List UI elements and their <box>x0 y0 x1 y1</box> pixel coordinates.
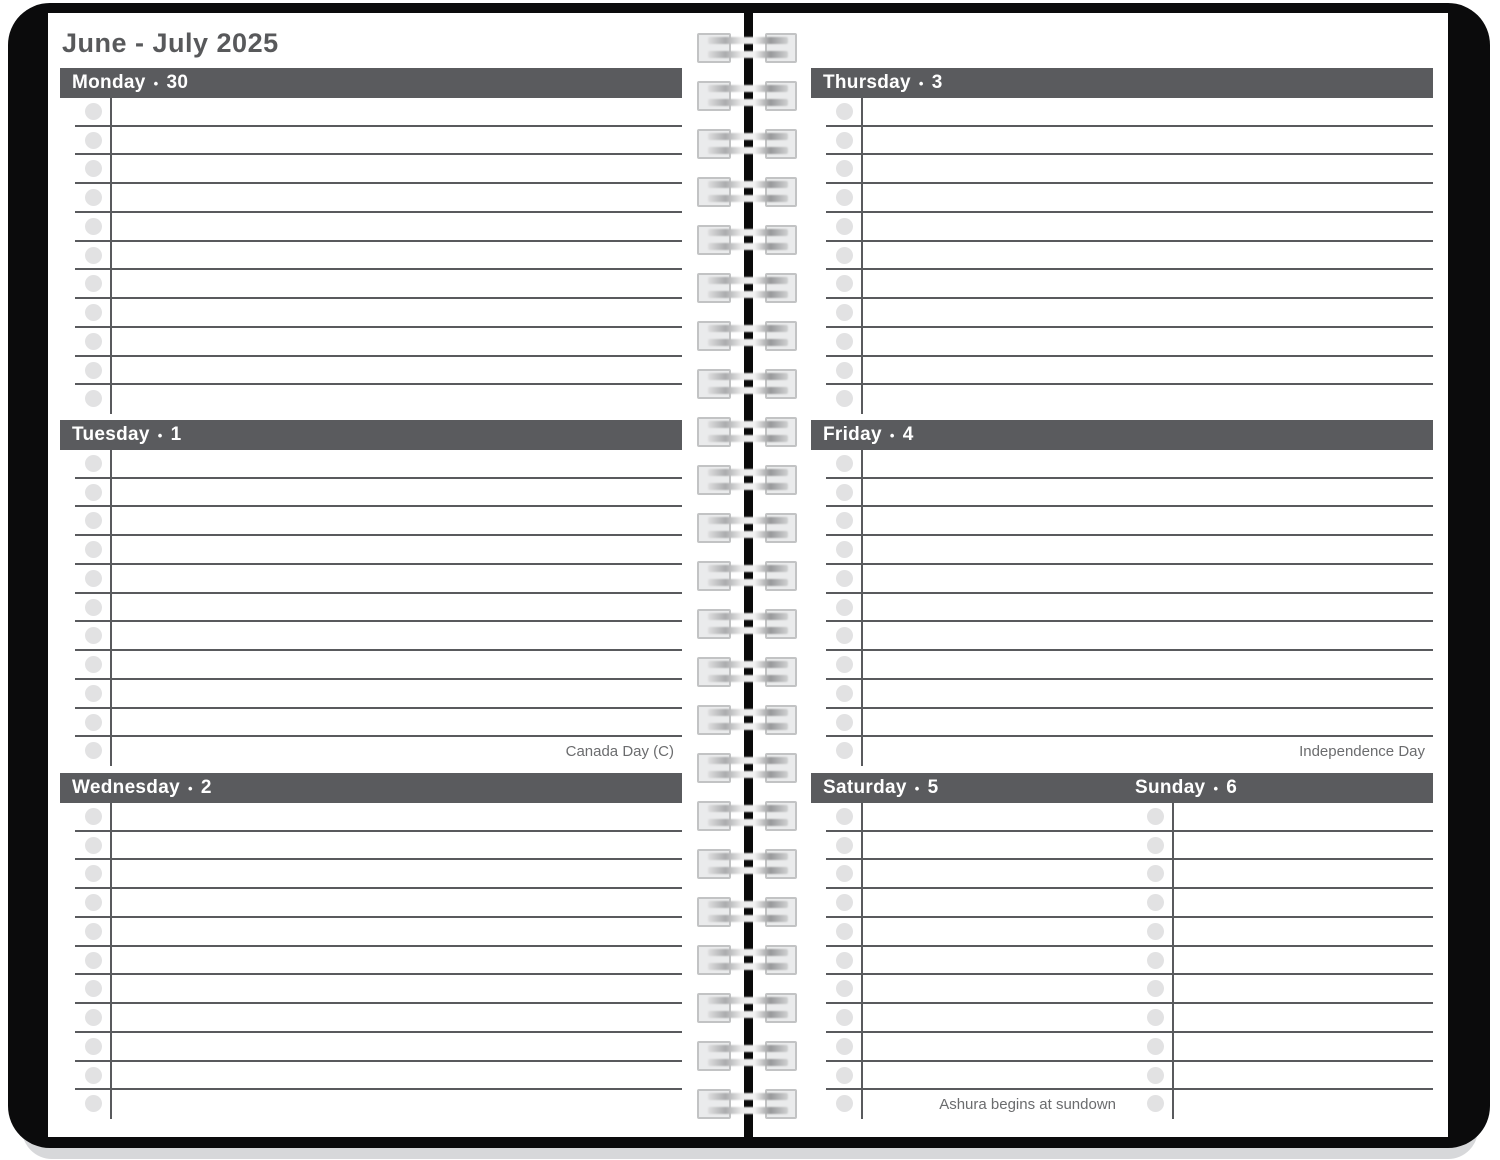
bullet-circle <box>836 952 853 969</box>
separator-dot-icon: • <box>918 75 924 91</box>
bullet-circle <box>836 865 853 882</box>
bullet-circle <box>836 275 853 292</box>
binding-wire <box>708 1093 788 1100</box>
entry-row <box>826 1004 1433 1033</box>
binding-wire <box>708 37 788 44</box>
bullet-circle <box>85 865 102 882</box>
binding-wire <box>708 85 788 92</box>
day-header-bar <box>811 420 1433 450</box>
binding-wire <box>708 181 788 188</box>
bullet-circle-sunday <box>1147 1095 1164 1112</box>
entry-row <box>826 507 1433 536</box>
binding-wire <box>708 133 788 140</box>
binding-wire <box>708 339 788 346</box>
entry-row <box>75 1090 682 1119</box>
bullet-circle-sunday <box>1147 894 1164 911</box>
binding-wire <box>708 901 788 908</box>
binding-loop <box>697 657 799 687</box>
entry-row <box>826 385 1433 414</box>
bullet-circle <box>85 923 102 940</box>
entry-row <box>75 127 682 156</box>
binding-wire <box>708 1045 788 1052</box>
entry-row <box>826 184 1433 213</box>
binding-loop <box>697 1041 799 1071</box>
bullet-circle <box>836 923 853 940</box>
day-section-wednesday <box>60 773 682 1119</box>
day-header-label <box>811 777 938 799</box>
entry-row <box>75 975 682 1004</box>
binding-wire <box>708 483 788 490</box>
entry-row <box>826 947 1433 976</box>
entry-row <box>826 803 1433 832</box>
binding-wire <box>708 963 788 970</box>
day-name: Tuesday <box>72 424 150 445</box>
day-name: Sunday <box>1135 777 1206 798</box>
bullet-circle-sunday <box>1147 808 1164 825</box>
day-header-label <box>60 72 188 94</box>
entry-row <box>826 127 1433 156</box>
bullet-circle <box>836 599 853 616</box>
entry-row <box>75 155 682 184</box>
day-date: 6 <box>1226 777 1238 798</box>
binding-wire <box>708 565 788 572</box>
bullet-circle-sunday <box>1147 952 1164 969</box>
holiday-note: Independence Day <box>1299 743 1425 760</box>
entry-row <box>826 889 1433 918</box>
day-header-label <box>60 424 182 446</box>
bullet-circle <box>85 304 102 321</box>
binding-loop <box>697 273 799 303</box>
binding-wire <box>708 421 788 428</box>
entry-row <box>75 385 682 414</box>
entry-row <box>826 680 1433 709</box>
bullet-circle <box>85 952 102 969</box>
bullet-circle <box>836 160 853 177</box>
bullet-circle <box>85 132 102 149</box>
bullet-circle <box>836 247 853 264</box>
binding-wire <box>708 915 788 922</box>
day-header-bar <box>811 773 1433 803</box>
bullet-circle <box>85 333 102 350</box>
bullet-circle <box>85 656 102 673</box>
bullet-circle <box>836 362 853 379</box>
binding-wire <box>708 853 788 860</box>
binding-wire <box>708 243 788 250</box>
entry-row <box>75 328 682 357</box>
bullet-circle <box>85 894 102 911</box>
day-rows <box>811 803 1433 1119</box>
bullet-circle <box>85 390 102 407</box>
binding-loop <box>697 561 799 591</box>
binding-loop <box>697 417 799 447</box>
day-name: Friday <box>823 424 882 445</box>
day-date: 4 <box>902 424 914 445</box>
binding-loop <box>697 369 799 399</box>
day-section-tuesday <box>60 420 682 766</box>
day-rows <box>60 450 682 766</box>
day-header-bar <box>60 68 682 98</box>
binding-loop <box>697 225 799 255</box>
entry-row <box>75 918 682 947</box>
bullet-circle <box>836 132 853 149</box>
binding-wire <box>708 627 788 634</box>
separator-dot-icon: • <box>187 780 193 796</box>
day-section-friday <box>811 420 1433 766</box>
binding-wire <box>708 373 788 380</box>
binding-wire <box>708 277 788 284</box>
day-rows <box>811 450 1433 766</box>
binding-wire <box>708 435 788 442</box>
bullet-circle <box>85 512 102 529</box>
binding-loop <box>697 81 799 111</box>
bullet-circle <box>836 484 853 501</box>
binding-wire <box>708 517 788 524</box>
entry-row <box>826 357 1433 386</box>
binding-loop <box>697 513 799 543</box>
bullet-circle <box>836 894 853 911</box>
bullet-circle <box>85 742 102 759</box>
holiday-note: Canada Day (C) <box>565 743 674 760</box>
entry-row <box>826 594 1433 623</box>
bullet-circle <box>85 362 102 379</box>
binding-wire <box>708 709 788 716</box>
day-section-monday <box>60 68 682 414</box>
page-title: June - July 2025 <box>62 28 279 58</box>
day-date: 5 <box>927 777 939 798</box>
binding-wire <box>708 805 788 812</box>
day-date: 30 <box>166 72 189 93</box>
binding-loop <box>697 465 799 495</box>
day-date: 1 <box>170 424 182 445</box>
entry-row <box>75 680 682 709</box>
binding-loop <box>697 849 799 879</box>
entry-row <box>826 975 1433 1004</box>
entry-row <box>75 184 682 213</box>
entry-row <box>75 860 682 889</box>
bullet-circle <box>836 980 853 997</box>
separator-dot-icon: • <box>889 427 895 443</box>
binding-wire <box>708 613 788 620</box>
bullet-circle <box>836 837 853 854</box>
day-name: Monday <box>72 72 146 93</box>
binding-wire <box>708 1011 788 1018</box>
separator-dot-icon: • <box>157 427 163 443</box>
bullet-circle <box>85 1095 102 1112</box>
bullet-circle <box>85 103 102 120</box>
bullet-circle <box>85 484 102 501</box>
bullet-circle <box>85 1038 102 1055</box>
bullet-circle <box>836 333 853 350</box>
bullet-circle <box>85 247 102 264</box>
binding-wire <box>708 195 788 202</box>
binding-wire <box>708 531 788 538</box>
binding-loop <box>697 177 799 207</box>
bullet-circle-sunday <box>1147 1038 1164 1055</box>
binding-wire <box>708 819 788 826</box>
entry-row <box>75 651 682 680</box>
day-rows <box>811 98 1433 414</box>
day-header-label <box>811 72 943 94</box>
binding-loop <box>697 609 799 639</box>
bullet-circle-sunday <box>1147 837 1164 854</box>
entry-row <box>826 651 1433 680</box>
bullet-circle <box>836 1038 853 1055</box>
binding-wire <box>708 147 788 154</box>
entry-row <box>826 155 1433 184</box>
binding-wire <box>708 387 788 394</box>
bullet-circle <box>85 980 102 997</box>
day-header-bar <box>811 68 1433 98</box>
entry-row <box>826 328 1433 357</box>
entry-row <box>75 594 682 623</box>
day-header-label <box>1135 773 1237 803</box>
binding-wire <box>708 757 788 764</box>
bullet-circle <box>836 189 853 206</box>
bullet-circle <box>85 541 102 558</box>
day-header-label <box>811 424 914 446</box>
binding-wire <box>708 291 788 298</box>
entry-row <box>75 803 682 832</box>
entry-row <box>826 213 1433 242</box>
entry-row <box>75 270 682 299</box>
entry-row <box>75 507 682 536</box>
bullet-circle <box>836 627 853 644</box>
entry-row <box>75 536 682 565</box>
entry-row <box>75 242 682 271</box>
day-date: 2 <box>200 777 212 798</box>
day-name: Wednesday <box>72 777 180 798</box>
binding-wire <box>708 229 788 236</box>
binding-wire <box>708 469 788 476</box>
day-section-thursday <box>811 68 1433 414</box>
bullet-circle <box>836 218 853 235</box>
bullet-circle <box>836 685 853 702</box>
day-rows <box>60 98 682 414</box>
entry-row <box>75 565 682 594</box>
binding-wire <box>708 675 788 682</box>
separator-dot-icon: • <box>1213 780 1219 796</box>
bullet-circle <box>836 512 853 529</box>
binding-loop <box>697 897 799 927</box>
bullet-circle <box>836 103 853 120</box>
day-date: 3 <box>931 72 943 93</box>
bullet-circle <box>836 1009 853 1026</box>
entry-row <box>826 1033 1433 1062</box>
day-name: Saturday <box>823 777 907 798</box>
binding-wire <box>708 997 788 1004</box>
bullet-circle <box>85 189 102 206</box>
bullet-circle-sunday <box>1147 1009 1164 1026</box>
binding-loop <box>697 705 799 735</box>
entry-row <box>75 947 682 976</box>
bullet-circle <box>85 599 102 616</box>
binding-wire <box>708 99 788 106</box>
binding-loop <box>697 1089 799 1119</box>
bullet-circle <box>836 570 853 587</box>
entry-row <box>75 213 682 242</box>
day-header-bar <box>60 773 682 803</box>
day-section-saturday-sunday <box>811 773 1433 1119</box>
bullet-circle <box>836 656 853 673</box>
binding-loop <box>697 33 799 63</box>
bullet-circle <box>85 160 102 177</box>
entry-row <box>826 450 1433 479</box>
bullet-circle <box>836 455 853 472</box>
binding-wire <box>708 723 788 730</box>
binding-loop <box>697 129 799 159</box>
entry-row <box>75 832 682 861</box>
entry-row <box>75 1062 682 1091</box>
entry-row <box>826 622 1433 651</box>
bullet-circle <box>85 1009 102 1026</box>
binding-loop <box>697 945 799 975</box>
day-header-label <box>60 777 212 799</box>
bullet-circle <box>836 304 853 321</box>
entry-row <box>75 479 682 508</box>
binding-wire <box>708 579 788 586</box>
entry-row <box>826 1062 1433 1091</box>
bullet-circle <box>836 390 853 407</box>
bullet-circle-sunday <box>1147 1067 1164 1084</box>
bullet-circle-sunday <box>1147 923 1164 940</box>
entry-row <box>75 357 682 386</box>
binding-loop <box>697 321 799 351</box>
entry-row <box>75 622 682 651</box>
bullet-circle <box>85 455 102 472</box>
binding-wire <box>708 867 788 874</box>
entry-row <box>75 889 682 918</box>
binding-wire <box>708 1059 788 1066</box>
bullet-circle <box>836 742 853 759</box>
entry-row <box>826 918 1433 947</box>
bullet-circle <box>85 627 102 644</box>
bullet-circle <box>836 714 853 731</box>
entry-row <box>75 1004 682 1033</box>
bullet-circle-sunday <box>1147 865 1164 882</box>
binding-wire <box>708 949 788 956</box>
binding-wire <box>708 1107 788 1114</box>
day-header-bar <box>60 420 682 450</box>
bullet-circle <box>836 808 853 825</box>
entry-row <box>826 536 1433 565</box>
entry-row <box>826 832 1433 861</box>
binding-loop <box>697 801 799 831</box>
bullet-circle <box>85 1067 102 1084</box>
entry-row <box>826 242 1433 271</box>
day-name: Thursday <box>823 72 911 93</box>
separator-dot-icon: • <box>153 75 159 91</box>
entry-row <box>826 98 1433 127</box>
separator-dot-icon: • <box>914 780 920 796</box>
entry-row <box>826 299 1433 328</box>
entry-row <box>75 1033 682 1062</box>
bullet-circle <box>85 837 102 854</box>
binding-wire <box>708 51 788 58</box>
bullet-circle <box>85 714 102 731</box>
binding-loop <box>697 753 799 783</box>
entry-row <box>75 299 682 328</box>
entry-row <box>826 479 1433 508</box>
binding-loop <box>697 993 799 1023</box>
bullet-circle <box>85 685 102 702</box>
entry-row <box>826 860 1433 889</box>
binding-wire <box>708 661 788 668</box>
entry-row <box>826 709 1433 738</box>
day-rows <box>60 803 682 1119</box>
bullet-circle <box>836 541 853 558</box>
binding-wire <box>708 325 788 332</box>
bullet-circle-sunday <box>1147 980 1164 997</box>
entry-row <box>75 709 682 738</box>
binding-wire <box>708 771 788 778</box>
bullet-circle <box>85 275 102 292</box>
entry-row <box>826 565 1433 594</box>
bullet-circle <box>85 570 102 587</box>
entry-row <box>75 98 682 127</box>
entry-row <box>75 450 682 479</box>
bullet-circle <box>836 1067 853 1084</box>
bullet-circle <box>85 808 102 825</box>
bullet-circle <box>85 218 102 235</box>
entry-row <box>826 270 1433 299</box>
holiday-note: Ashura begins at sundown <box>939 1096 1116 1113</box>
